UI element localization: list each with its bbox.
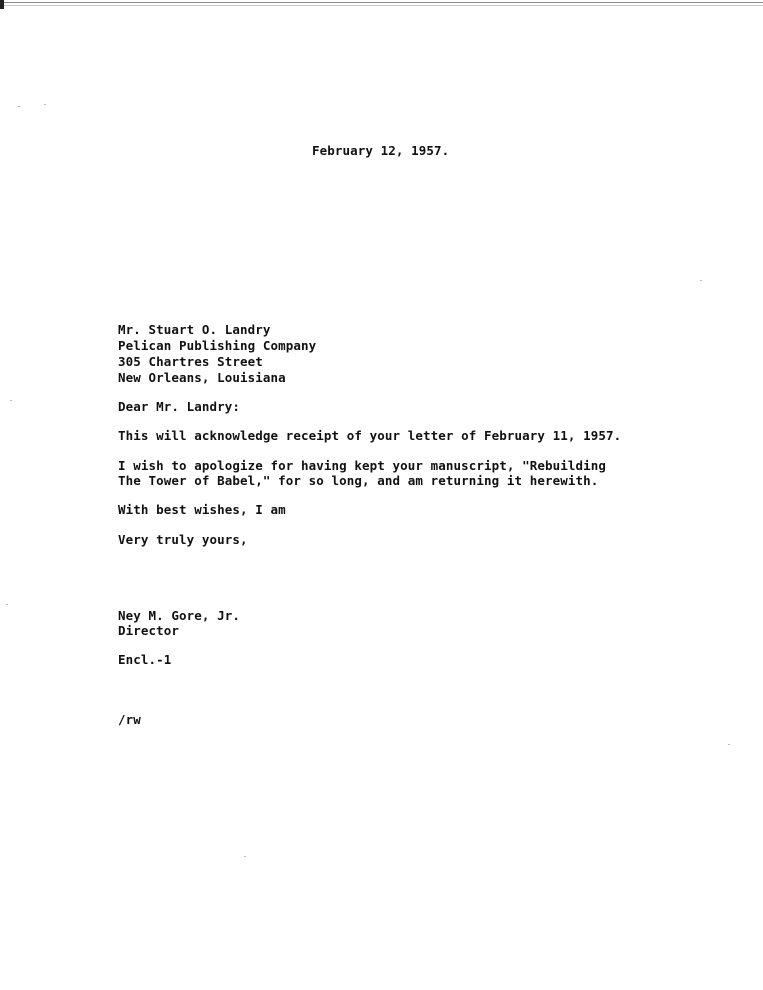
paper-speck — [18, 106, 20, 107]
body-paragraph-2-line-2: The Tower of Babel," for so long, and am returning it herewith. — [118, 473, 599, 488]
body-paragraph-2-line-1: I wish to apologize for having kept your manuscript, "Rebuilding — [118, 458, 607, 473]
signer-name: Ney M. Gore, Jr. — [118, 608, 241, 623]
page-top-edge — [0, 2, 763, 6]
page-corner-mark — [0, 0, 4, 9]
paper-speck — [44, 104, 46, 105]
letter-date: February 12, 1957. — [312, 143, 450, 158]
paper-speck — [244, 856, 246, 857]
recipient-company: Pelican Publishing Company — [118, 338, 317, 353]
paper-speck — [10, 400, 12, 401]
signer-title: Director — [118, 623, 180, 638]
recipient-street: 305 Chartres Street — [118, 354, 263, 369]
recipient-name: Mr. Stuart O. Landry — [118, 322, 271, 337]
closing-wish: With best wishes, I am — [118, 502, 286, 517]
recipient-city: New Orleans, Louisiana — [118, 370, 286, 385]
paper-speck — [728, 744, 730, 745]
reference-initials: /rw — [118, 712, 141, 727]
paper-speck — [700, 280, 702, 281]
enclosure-note: Encl.-1 — [118, 652, 172, 667]
paper-speck — [6, 604, 8, 605]
salutation: Dear Mr. Landry: — [118, 399, 241, 414]
body-paragraph-1: This will acknowledge receipt of your letter of February 11, 1957. — [118, 428, 622, 443]
closing: Very truly yours, — [118, 532, 248, 547]
